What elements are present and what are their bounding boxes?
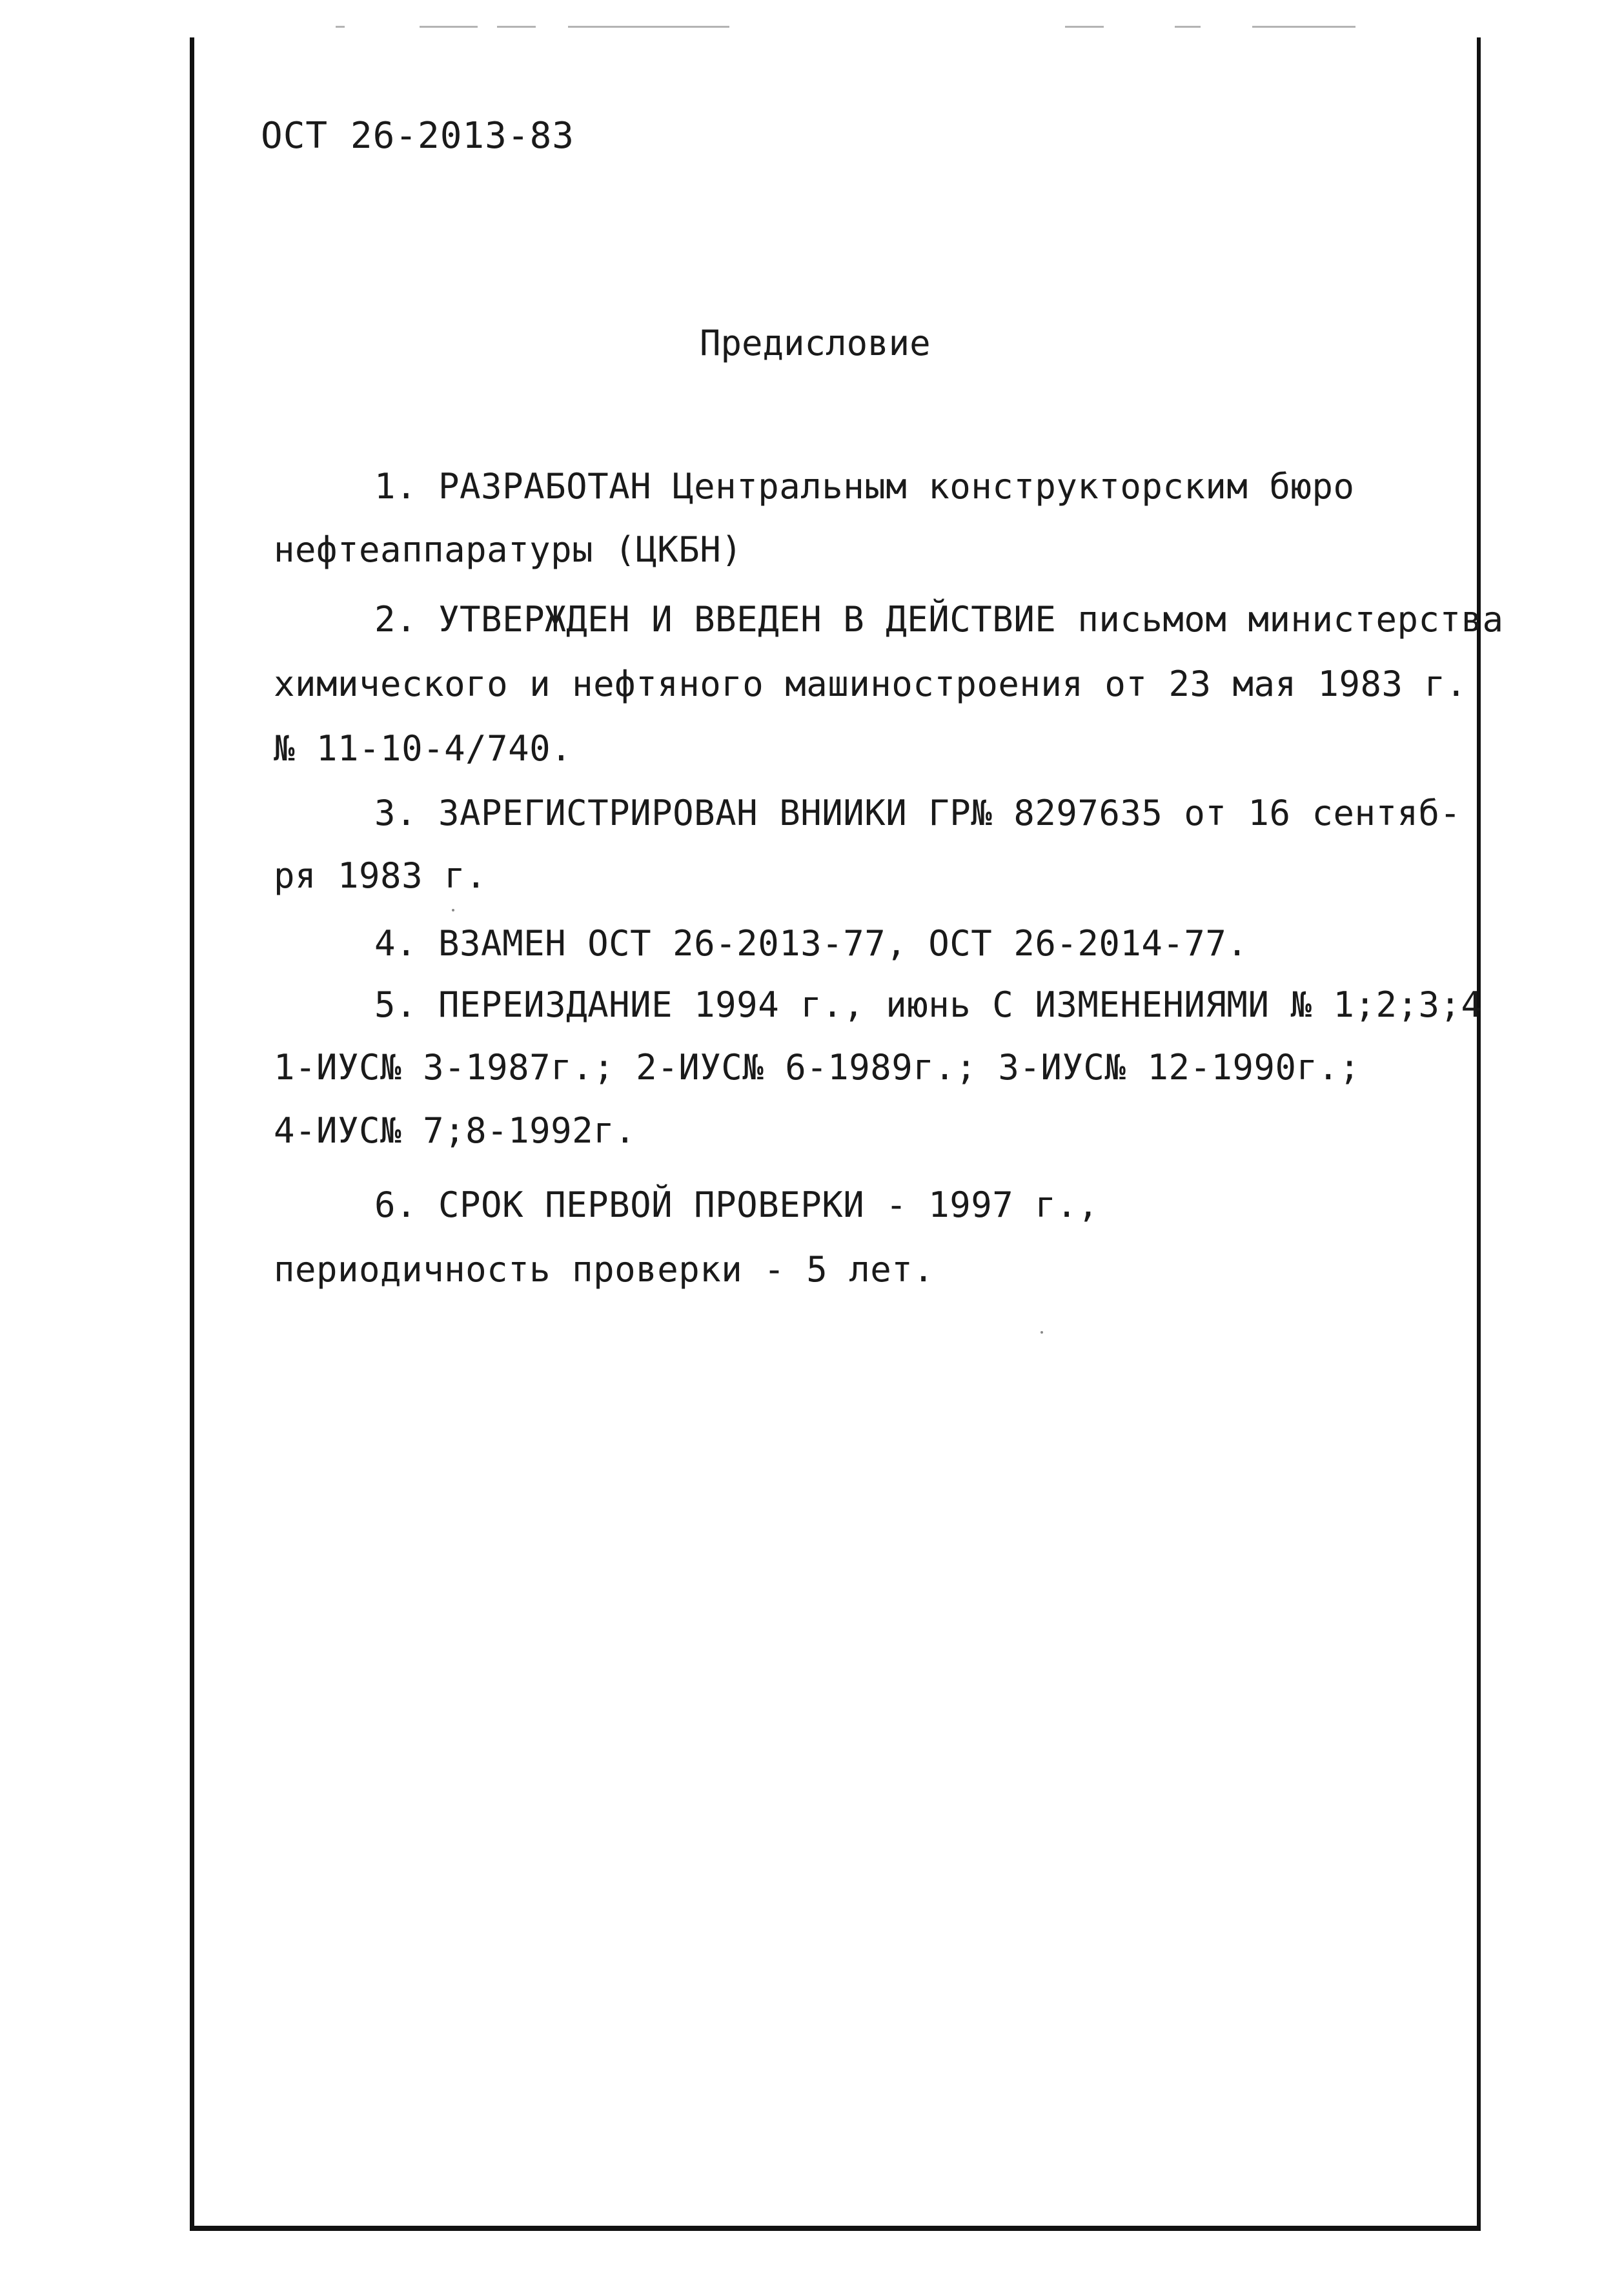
text-line: 1-ИУС№ 3-1987г.; 2-ИУС№ 6-1989г.; 3-ИУС№ 12-1990г.; <box>274 1047 1361 1088</box>
document-code: ОСТ 26-2013-83 <box>261 115 575 157</box>
text-line: периодичность проверки - 5 лет. <box>274 1249 935 1290</box>
scan-speck <box>1175 26 1201 28</box>
text-line: 4. ВЗАМЕН ОСТ 26-2013-77, ОСТ 26-2014-77. <box>374 923 1248 964</box>
page-title: Предисловие <box>700 323 931 363</box>
scan-noise <box>336 26 1433 39</box>
text-line: 5. ПЕРЕИЗДАНИЕ 1994 г., июнь С ИЗМЕНЕНИЯМИ № 1;2;3;4 <box>374 984 1483 1025</box>
text-line: 6. СРОК ПЕРВОЙ ПРОВЕРКИ - 1997 г., <box>374 1185 1099 1225</box>
scan-speck <box>568 26 729 28</box>
text-line: 2. УТВЕРЖДЕН И ВВЕДЕН В ДЕЙСТВИЕ письмом министерства <box>374 599 1504 640</box>
text-line: ря 1983 г. <box>274 855 487 896</box>
text-line: нефтеаппаратуры (ЦКБН) <box>274 529 743 570</box>
text-line: 4-ИУС№ 7;8-1992г. <box>274 1110 636 1151</box>
scan-speck <box>336 26 345 28</box>
scan-dot <box>452 909 454 911</box>
scan-speck <box>497 26 536 28</box>
text-line: № 11-10-4/740. <box>274 728 573 769</box>
text-line: 1. РАЗРАБОТАН Центральным конструкторским бюро <box>374 466 1355 507</box>
scan-speck <box>420 26 478 28</box>
text-line: 3. ЗАРЕГИСТРИРОВАН ВНИИКИ ГР№ 8297635 от 16 сентяб- <box>374 793 1461 833</box>
text-line: химического и нефтяного машиностроения от 23 мая 1983 г. <box>274 664 1467 704</box>
scan-speck <box>1252 26 1355 28</box>
scan-dot <box>1040 1331 1043 1334</box>
scan-speck <box>1065 26 1104 28</box>
